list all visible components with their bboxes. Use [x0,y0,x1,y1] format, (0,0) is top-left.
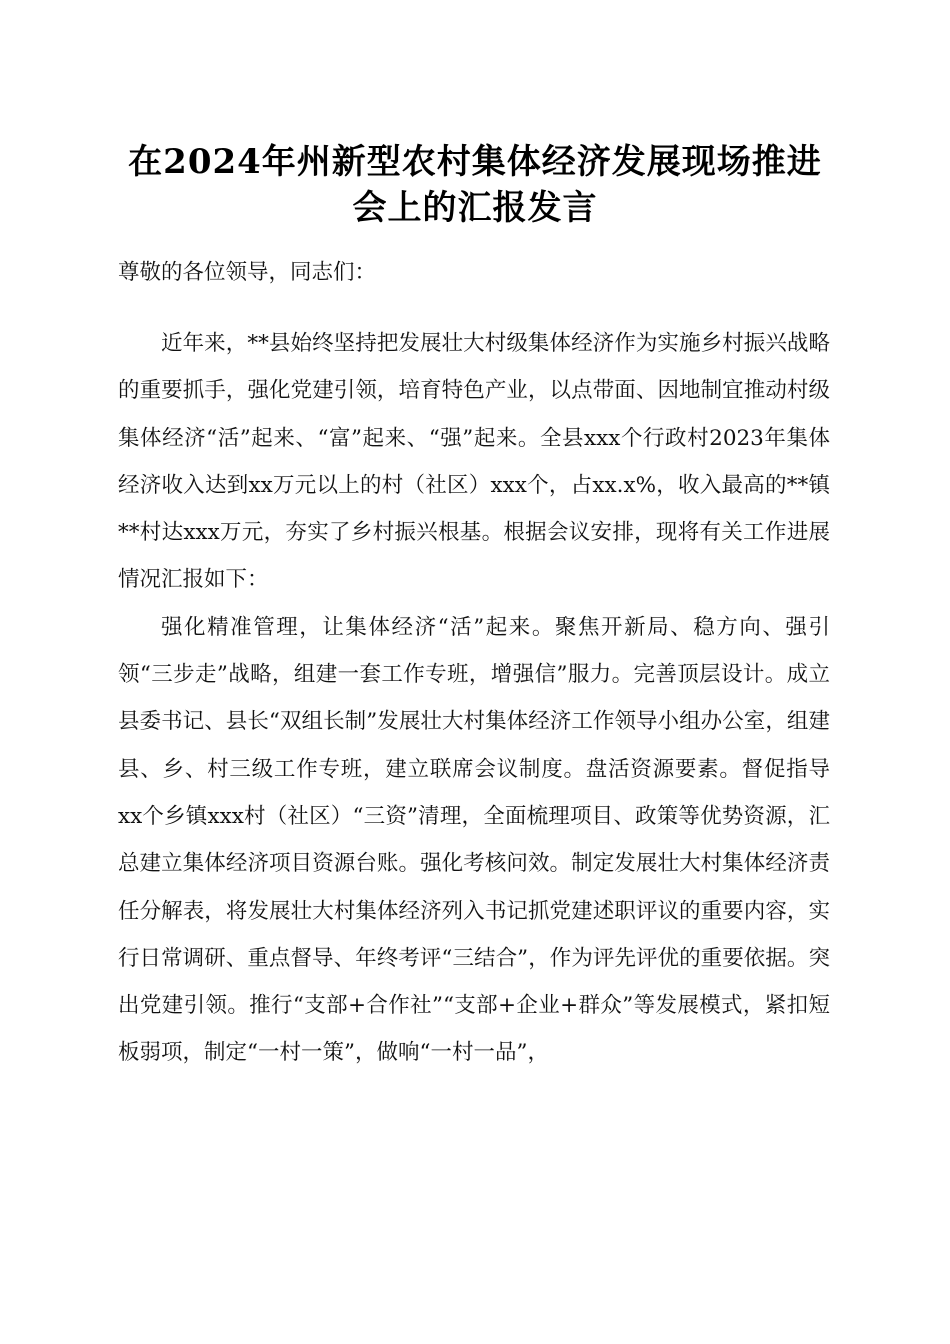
greeting: 尊敬的各位领导，同志们： [118,260,377,285]
title-line-1: 在2024年州新型农村集体经济发展现场推进 [128,142,822,182]
body-paragraphs [118,320,830,1077]
paragraph-management: 强化精准管理，让集体经济“活”起来。聚焦开新局、稳方向、强引领“三步走”战略，组建一套工作专班，增强信”服力。完善顶层设计。成立县委书记、县长“双组长制”发展壮大村集体经济工作领导小组办公室，组建县、乡、村三级工作专班，建立联席会议制度。盘活资源要素。督促指导xx个乡镇xxx村（社区）“三资”清理，全面梳理项目、政策等优势资源，汇总建立集体经济项目资源台账。强化考核问效。制定发展壮大村集体经济责任分解表，将发展壮大村集体经济列入书记抓党建述职评议的重要内容，实行日常调研、重点督导、年终考评“三结合”，作为评先评优的重要依据。突出党建引领。推行“支部+合作社”“支部+企业+群众”等发展模式，紧扣短板弱项，制定“一村一策”，做响“一村一品”， [118,614,830,1066]
paragraph-intro: 近年来，**县始终坚持把发展壮大村级集体经济作为实施乡村振兴战略的重要抓手，强化党建引领，培育特色产业，以点带面、因地制宜推动村级集体经济“活”起来、“富”起来、“强”起来。全县xxx个行政村2023年集体经济收入达到xx万元以上的村（社区）xxx个，占xx.x%，收入最高的**镇**村达xxx万元，夯实了乡村振兴根基。根据会议安排，现将有关工作进展情况汇报如下： [118,331,830,593]
title-line-2: 会上的汇报发言 [352,188,598,228]
